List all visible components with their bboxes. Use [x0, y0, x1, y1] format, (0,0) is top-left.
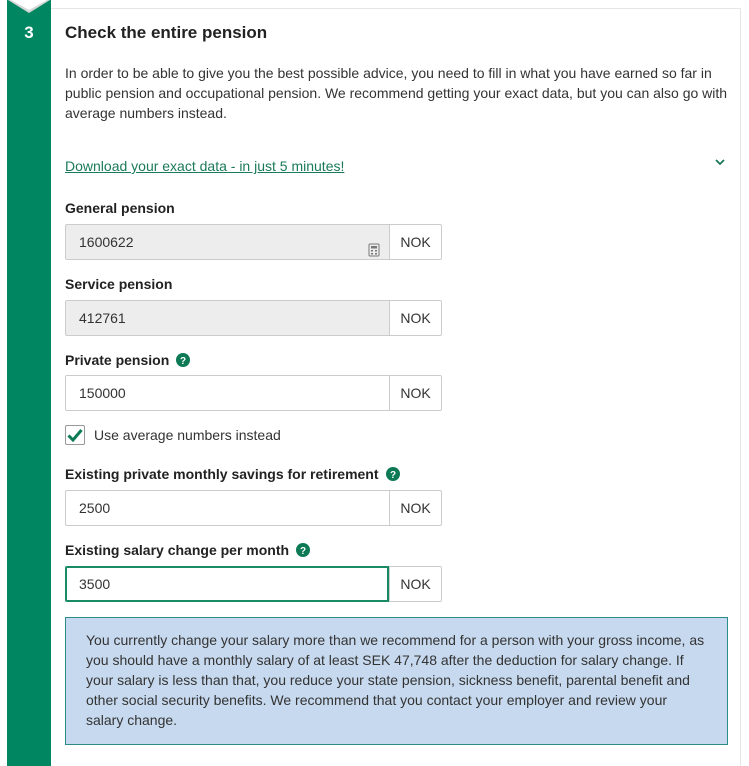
general-pension-field [65, 224, 442, 260]
salary-change-unit: NOK [389, 566, 442, 602]
salary-change-field [65, 566, 442, 602]
private-pension-input[interactable]: 150000 [65, 375, 389, 411]
section-title: Check the entire pension [65, 23, 268, 42]
salary-change-label [65, 542, 310, 558]
general-pension-input[interactable] [65, 224, 389, 260]
svg-text:?: ? [300, 546, 307, 557]
monthly-savings-label [65, 466, 400, 482]
help-circle-icon[interactable] [296, 543, 310, 557]
general-pension-label-text: General pension [65, 200, 175, 216]
monthly-savings-input[interactable]: 2500 [65, 490, 389, 526]
calculator-icon [368, 235, 380, 249]
divider-top [51, 8, 741, 9]
service-pension-input[interactable]: 412761 [65, 300, 389, 336]
service-pension-field [65, 300, 442, 336]
chevron-down-icon[interactable] [712, 154, 728, 170]
svg-text:?: ? [389, 470, 396, 481]
private-pension-field [65, 375, 442, 411]
service-pension-label [65, 276, 172, 292]
monthly-savings-label-text: Existing private monthly savings for retirement [65, 466, 379, 482]
service-pension-unit: NOK [389, 300, 442, 336]
salary-change-label-text: Existing salary change per month [65, 542, 290, 558]
average-numbers-label: Use average numbers instead [94, 427, 281, 443]
average-numbers-option[interactable] [65, 425, 281, 445]
step-sidebar [7, 0, 51, 766]
general-pension-value: 1600622 [79, 234, 134, 250]
general-pension-unit: NOK [389, 224, 442, 260]
checkmark-icon [67, 428, 83, 442]
download-data-link[interactable]: Download your exact data - in just 5 minutes! [65, 158, 345, 174]
average-numbers-checkbox[interactable] [65, 425, 85, 445]
step-connector-inner [11, 0, 47, 10]
private-pension-label [65, 352, 190, 368]
salary-change-notice: You currently change your salary more than we recommend for a person with your gross income, as you should have a monthly salary of at least SEK 47,748 after the deduction for salary change. If your salary is less than that, you reduce your state pension, sickness benefit, parental benefit and other social security benefits. We recommend that you contact your employer and review your salary change. [65, 617, 728, 745]
salary-change-input[interactable]: 3500 [65, 566, 389, 602]
section-intro: In order to be able to give you the best possible advice, you need to fill in what you have earned so far in public pension and occupational pension. We recommend getting your exact data, but you can also go with average numbers instead. [65, 65, 728, 121]
monthly-savings-unit: NOK [389, 490, 442, 526]
step-number: 3 [24, 23, 34, 42]
help-circle-icon[interactable] [176, 353, 190, 367]
divider-right [740, 8, 741, 766]
general-pension-label [65, 200, 175, 216]
monthly-savings-field [65, 490, 442, 526]
service-pension-label-text: Service pension [65, 276, 173, 292]
help-circle-icon[interactable] [386, 467, 400, 481]
svg-text:?: ? [180, 356, 187, 367]
private-pension-label-text: Private pension [65, 352, 170, 368]
private-pension-unit: NOK [389, 375, 442, 411]
